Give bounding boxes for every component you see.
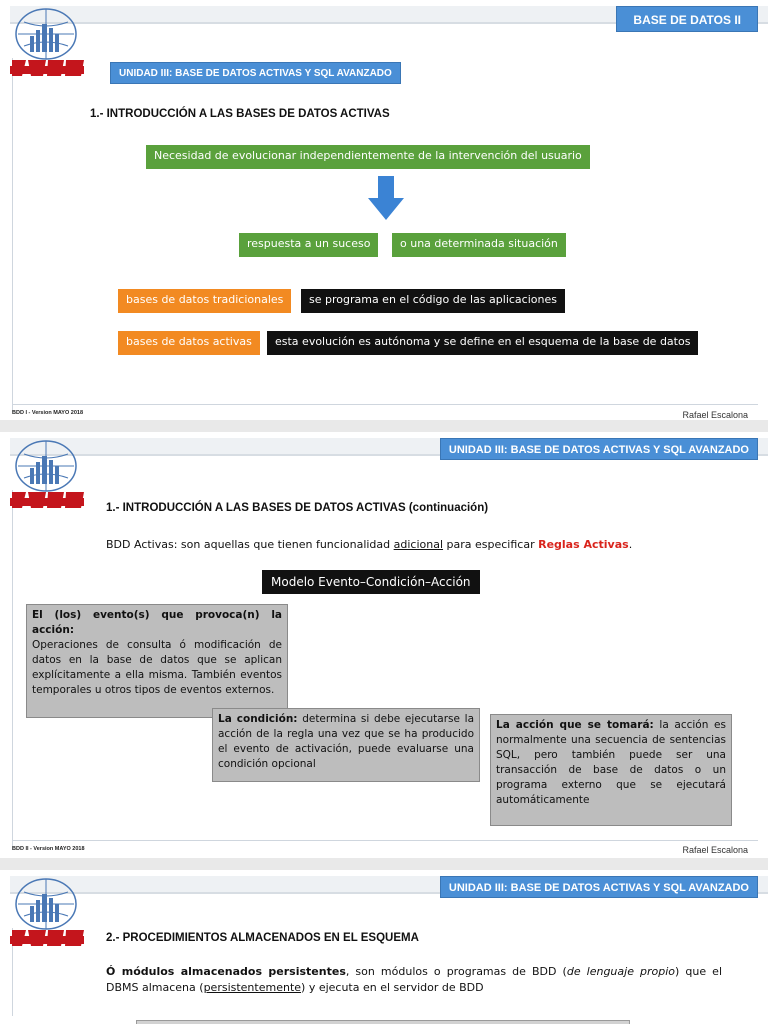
condition-box — [212, 708, 480, 782]
slide-3 — [0, 870, 768, 1024]
unit-header-badge: UNIDAD III: BASE DE DATOS ACTIVAS Y SQL AVANZADO — [440, 876, 758, 898]
active-desc: esta evolución es autónoma y se define en el esquema de la base de datos — [267, 331, 698, 355]
slide-1 — [0, 0, 768, 420]
unit-badge: UNIDAD III: BASE DE DATOS ACTIVAS Y SQL AVANZADO — [110, 62, 401, 84]
footer-version: BDD I - Version MAYO 2018 — [12, 410, 84, 416]
course-header-badge: BASE DE DATOS II — [616, 6, 758, 32]
action-text: la acción es normalmente una secuencia de sentencias SQL, pero también puede ser una transacción de base de datos o un programa externo que se ejecutará automáticamente — [496, 719, 726, 806]
eca-model-box: Modelo Evento–Condición–Acción — [262, 570, 480, 594]
iube-logo — [8, 876, 88, 948]
iube-logo — [8, 6, 88, 78]
term: BDD Activas — [106, 538, 174, 551]
footer-author: Rafael Escalona — [682, 410, 748, 420]
footer-rule — [12, 404, 758, 405]
condition-heading: La condición: — [218, 713, 298, 725]
footer-version: BDD II - Version MAYO 2018 — [12, 846, 85, 852]
section-title: 1.- INTRODUCCIÓN A LAS BASES DE DATOS ACTIVAS (continuación) — [106, 502, 489, 514]
event-text: Operaciones de consulta ó modificación de datos en la base de datos que se aplican explícitamente a ella misma. También eventos temporales u otros tipos de eventos externos. — [32, 639, 282, 696]
response-box-b: o una determinada situación — [392, 233, 566, 257]
action-heading: La acción que se tomará: — [496, 719, 654, 731]
need-box: Necesidad de evolucionar independientemente de la intervención del usuario — [146, 145, 590, 169]
unit-header-badge: UNIDAD III: BASE DE DATOS ACTIVAS Y SQL AVANZADO — [440, 438, 758, 460]
iube-logo — [8, 438, 88, 510]
content-box-top — [136, 1020, 630, 1024]
left-rule — [12, 490, 13, 850]
active-label: bases de datos activas — [118, 331, 260, 355]
footer-rule — [12, 840, 758, 841]
active-db-definition: BDD Activas: son aquellas que tienen funcionalidad adicional para especificar Reglas Activas. — [106, 538, 633, 551]
section-title: 1.- INTRODUCCIÓN A LAS BASES DE DATOS ACTIVAS — [90, 108, 390, 120]
event-heading: El (los) evento(s) que provoca(n) la acción: — [32, 609, 282, 636]
section-title: 2.- PROCEDIMIENTOS ALMACENADOS EN EL ESQUEMA — [106, 932, 419, 944]
slide-2 — [0, 432, 768, 858]
down-arrow-icon — [368, 176, 404, 220]
event-box — [26, 604, 288, 718]
footer-author: Rafael Escalona — [682, 845, 748, 855]
stored-procedures-paragraph: Ó módulos almacenados persistentes, son módulos o programas de BDD (de lenguaje propio) que el DBMS almacena (persistentemente) y ejecuta en el servidor de BDD — [106, 965, 723, 994]
response-box-a: respuesta a un suceso — [239, 233, 378, 257]
left-rule — [12, 58, 13, 412]
traditional-desc: se programa en el código de las aplicaciones — [301, 289, 565, 313]
traditional-label: bases de datos tradicionales — [118, 289, 291, 313]
action-box — [490, 714, 732, 826]
condition-text: determina si debe ejecutarse la acción de la regla una vez que se ha producido el evento de activación, puede evaluarse una condición opcional — [218, 713, 475, 770]
active-rules-term: Reglas Activas — [538, 538, 629, 551]
